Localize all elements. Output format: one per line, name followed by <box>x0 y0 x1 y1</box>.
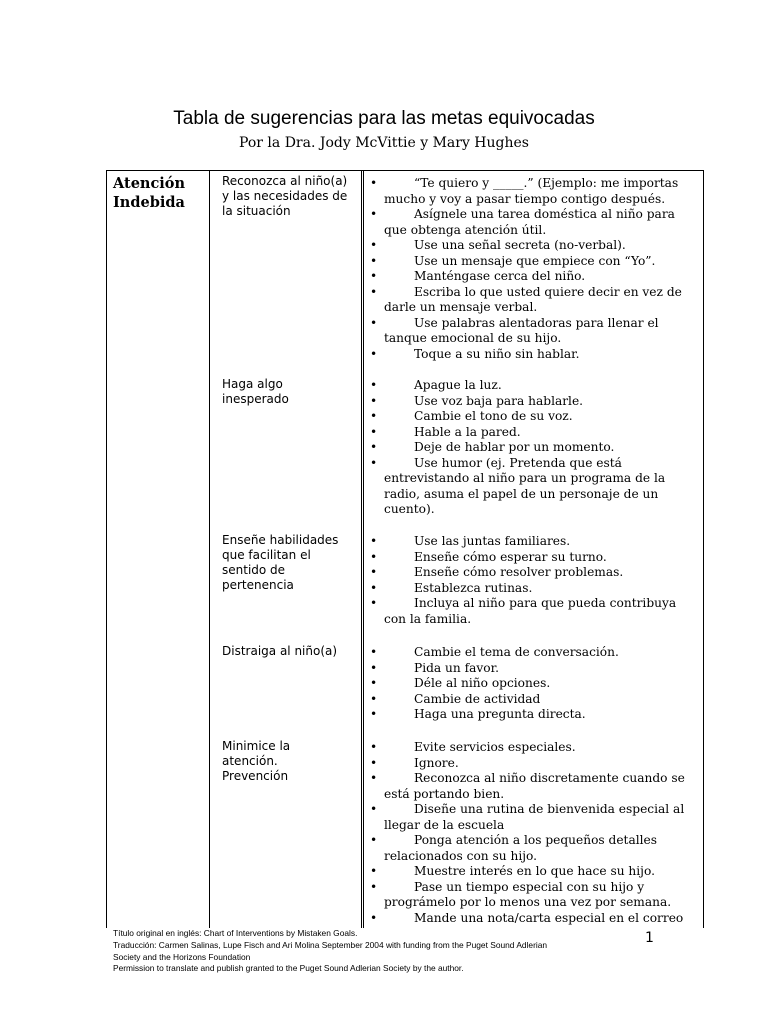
interventions-table <box>106 170 704 928</box>
list-minimize <box>370 740 698 926</box>
column-divider-2b <box>363 171 364 928</box>
list-item: • Escriba lo que usted quiere decir en vez de darle un mensaje verbal. <box>370 285 698 316</box>
footer-translation-cont: Society and the Horizons Foundation <box>113 951 251 962</box>
list-item: • Haga una pregunta directa. <box>370 707 698 723</box>
footer-original-title: Título original en inglés: Chart of Interventions by Mistaken Goals. <box>113 928 358 938</box>
list-item: • Use las juntas familiares. <box>370 534 698 550</box>
list-item: • Cambie el tono de su voz. <box>370 409 698 425</box>
list-item: • Asígnele una tarea doméstica al niño para que obtenga atención útil. <box>370 207 698 238</box>
list-belonging <box>370 534 698 627</box>
list-item: • Incluya al niño para que pueda contribuya con la familia. <box>370 596 698 627</box>
list-item: • Ignore. <box>370 756 698 772</box>
category-recognize: Reconozca al niño(a) y las necesidades de la situación <box>222 174 348 218</box>
footer-translation: Traducción: Carmen Salinas, Lupe Fisch and Ari Molina September 2004 with funding from the Puget Sound Adlerian <box>113 939 548 950</box>
list-recognize <box>370 176 698 362</box>
list-unexpected <box>370 378 698 518</box>
list-item: • Establezca rutinas. <box>370 581 698 597</box>
column-divider-1 <box>209 171 210 928</box>
goal-label: Atención Indebida <box>113 175 186 211</box>
list-item: • Diseñe una rutina de bienvenida especial al llegar de la escuela <box>370 802 698 833</box>
list-item: • Mande una nota/carta especial en el correo <box>370 911 698 927</box>
list-item: • Use palabras alentadoras para llenar el tanque emocional de su hijo. <box>370 316 698 347</box>
list-item: • Pase un tiempo especial con su hijo y prográmelo por lo menos una vez por semana. <box>370 880 698 911</box>
list-item: • Apague la luz. <box>370 378 698 394</box>
list-item: • Enseñe cómo esperar su turno. <box>370 550 698 566</box>
category-minimize: Minimice la atención. Prevención <box>222 739 291 783</box>
list-item: • Evite servicios especiales. <box>370 740 698 756</box>
footer-permission: Permission to translate and publish granted to the Puget Sound Adlerian Society by the author. <box>113 963 464 974</box>
list-item: • Enseñe cómo resolver problemas. <box>370 565 698 581</box>
list-item: • Use una señal secreta (no-verbal). <box>370 238 698 254</box>
list-item: • Reconozca al niño discretamente cuando se está portando bien. <box>370 771 698 802</box>
list-item: • Cambie de actividad <box>370 692 698 708</box>
list-item: • Use voz baja para hablarle. <box>370 394 698 410</box>
footer-credits <box>113 928 547 975</box>
list-item: • “Te quiero y _____.” (Ejemplo: me importas mucho y voy a pasar tiempo contigo después. <box>370 176 698 207</box>
document-title: Tabla de sugerencias para las metas equivocadas <box>173 108 595 129</box>
list-item: • Cambie el tema de conversación. <box>370 645 698 661</box>
list-item: • Muestre interés en lo que hace su hijo. <box>370 864 698 880</box>
list-item: • Deje de hablar por un momento. <box>370 440 698 456</box>
list-item: • Toque a su niño sin hablar. <box>370 347 698 363</box>
list-item: • Use un mensaje que empiece con “Yo”. <box>370 254 698 270</box>
list-item: • Ponga atención a los pequeños detalles relacionados con su hijo. <box>370 833 698 864</box>
list-item: • Hable a la pared. <box>370 425 698 441</box>
category-distract: Distraiga al niño(a) <box>222 644 338 658</box>
document-subtitle: Por la Dra. Jody McVittie y Mary Hughes <box>239 135 529 151</box>
category-unexpected: Haga algo inesperado <box>222 377 289 406</box>
page-number: 1 <box>645 930 654 946</box>
list-distract <box>370 645 698 723</box>
column-divider-2 <box>361 171 362 928</box>
list-item: • Pida un favor. <box>370 661 698 677</box>
list-item: • Manténgase cerca del niño. <box>370 269 698 285</box>
category-belonging: Enseñe habilidades que facilitan el sentido de pertenencia <box>222 533 339 592</box>
list-item: • Déle al niño opciones. <box>370 676 698 692</box>
list-item: • Use humor (ej. Pretenda que está entrevistando al niño para un programa de la radio, asuma el papel de un personaje de un cuento). <box>370 456 698 518</box>
